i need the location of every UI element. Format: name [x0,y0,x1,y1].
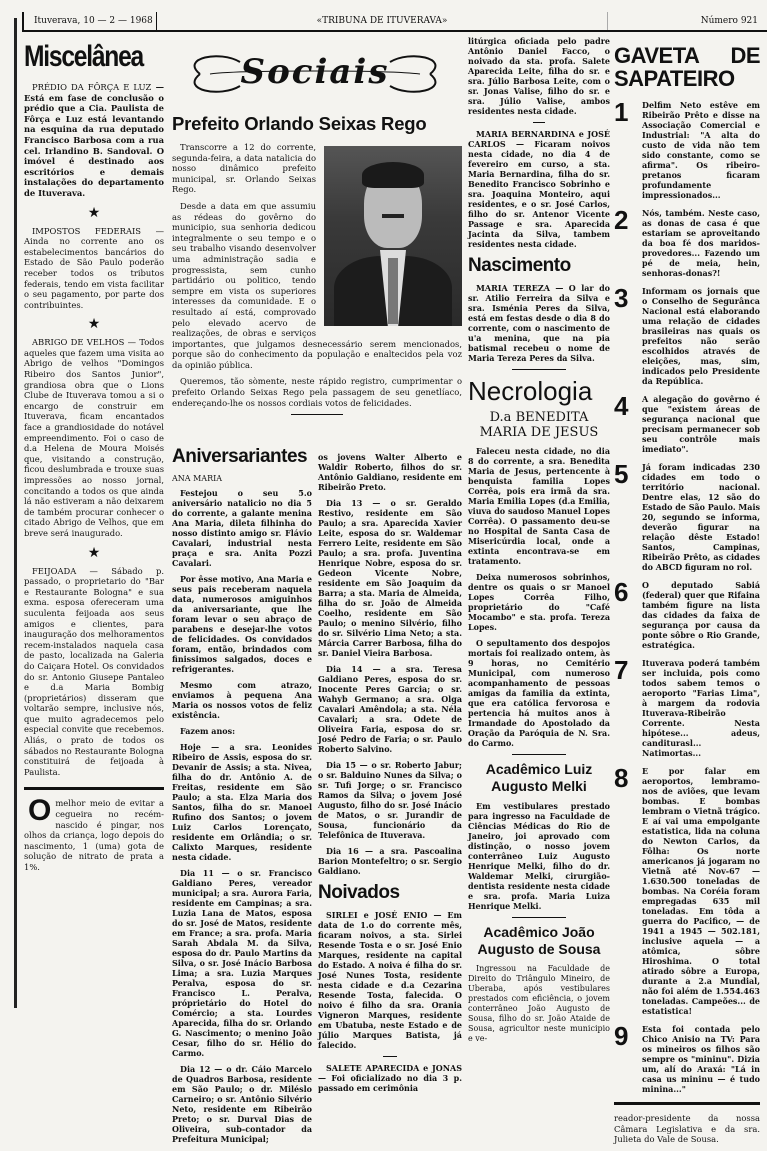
noivado-paragraph: SIRLEI e JOSÉ ENIO — Em data de 1.o do corrente mês, ficaram noivos, a sta. Sirlei Resende Tosta e o sr. José Enio Marques, residente na capital do Estado. A noiva é filha do sr. José Nunes Tosta, residente nesta cidade e d.a Cezarina Resende Tosta, falecida. O noivo é filho da sra. Orania Vigneron Marques, residente em Ubatuba, neste Estado e de Júlio Marques Batista, já falecido. [318,910,462,1050]
divider [383,1056,397,1057]
prefeito-headline: Prefeito Orlando Seixas Rego [172,113,427,134]
birthday-list-dia-14: Dia 14 — a sra. Teresa Galdiano Peres, esposa do sr. Inocente Peres Garcia; o sr. Wahyb Germano; a sra. Olga Cavalari Amêndola; a sta. Néla Cavalari; a sra. Odete de Oliveira Faria, esposa do sr. José Pedro de Faria; o sr. Paulo Roberto Salvino. [318,664,462,754]
noivado-paragraph: SALETE APARECIDA e JONAS — Foi oficializado no dia 3 p. passado em cerimônia [318,1063,462,1093]
necrologia-paragraph: Deixa numerosos sobrinhos, dentre os quais o sr Manoel Lopes Corrêa Filho, proprietário do "Café Mocambo" e sta. profa. Tereza Lopes. [468,572,610,632]
news-text: — Está em fase de conclusão o prédio que a Cia. Paulista de Fôrça e Luz está levantando na esquina da rua deputado Francisco Barbosa com a rua cel. Irlandino B. Sandoval. O imóvel é destinado aos escritórios e demais instalações do departamento de Ituverava. [24,82,164,198]
prefeito-article [172,112,462,421]
birthday-list-dia-15: Dia 15 — o sr. Roberto Jabur; o sr. Balduino Nunes da Silva; o sr. Tufi Jorge; o sr. Francisco Ramos da Silva; o jovem José Augusto, filho do sr. José Inácio de Matos, o sr. Jurandir de Sousa, funcionário da Telefônica de Ituverava. [318,760,462,840]
health-tip-text: melhor meio de evitar a cegueira no recém-nascido é pingar, nos olhos da criança, logo depois do nascimento, 1 (uma) gota de solução de nitrato de prata a 1%. [24,798,164,872]
academico-joao-title: Acadêmico João Augusto de Sousa [477,924,601,957]
news-lead: IMPOSTOS FEDERAIS [32,225,142,236]
portrait-hair [362,162,424,188]
fazem-anos-label: Fazem anos: [180,726,236,736]
item-text: Esta foi contada pelo Chico Anisio na TV: Para os mineiros os filhos são sempre os "mininu". Dizia um, alí do Araxá: "Lá in casa us mininu — é tudo minina..." [642,1024,760,1094]
aniversariantes-title: Aniversariantes [172,446,308,467]
gaveta-item [614,286,760,386]
gaveta-item [614,580,760,650]
birthday-list-dia-12: Dia 12 — o dr. Cáio Marcelo de Quadros Barbosa, residente em São Paulo; o dr. Miléslo Carneiro; o sr. Antônio Silvério Neto, residente em Ribeirão Preto; o sr. Durval Dias de Oliveira, sub-contador da Prefeitura Municipal; [172,1064,312,1144]
sociais-banner [180,48,450,100]
news-item-predio [24,82,164,199]
item-number: 8 [614,766,629,793]
item-text: Já foram indicadas 230 cidades em todo o território nacional. Dentre elas, 12 são do Estado de São Paulo. Mais 20, segundo se informa, deverão figurar na relação dêste Estado! Santos, Campinas, Ribeirão Prêto, as cidades do ABCD figuram no rol. [642,462,760,572]
news-lead: PRÉDIO DA FÔRÇA E LUZ [32,82,152,92]
news-text: — Sábado p. passado, o proprietario do "Bar e Restaurante Bologna" e sua exma. esposa ofereceram uma suculenta feijoada aos seus amigos e clientes, para inauguração dos melhoramentos recem-instalados naquela casa de pasto, localizada na Galeria do Caiçara Hotel. Os convidados do sr. Antonio Giusepe Pantaleo e d.a Maria Bombig (proprietários) disseram que voltarão sempre, inclusive nós, que muito agradecemos pelo especial convite que recebemos. Aliás, o prato de todos os sábados no Restaurante Bologna constituirá de feijoada à Paulista. [24,565,164,777]
item-number: 5 [614,462,629,489]
noivados-title: Noivados [318,882,400,903]
divider [512,917,566,918]
birthday-list-dia-11: Dia 11 — o sr. Francisco Galdiano Peres, vereador municipal; a sra. Aurora Faria, residente em Campinas; a sra. Luzia Lana de Matos, esposa do sr. José de Matos, residente em France; a sra. profa. Maria Sarah Abdala M. da Silva, esposa do dr. Paulo Martins da Silva, o sr. José Inácio Barbosa Lima; a sra. Luzia Marques Peralva, esposa do sr. Francisco L. Peralva, próprietário do Hotel do Comércio; a sta. Lourdes Aparecida, filha do sr. Orlando G. Nascimento; o menino João Cesar, filho do sr. Hélio do Carmo. [172,868,312,1058]
gaveta-column [614,36,760,1151]
item-text: Informam os jornais que o Conselho de Segurânca Nacional está elaborando uma relação de cidades brasileiras nas quais os prefeitos não serão escolhidos através de eleições, mas, sim, indicados pelo Presidente da República. [642,286,760,386]
prefeito-paragraph: Queremos, tão sòmente, neste rápido registro, cumprimentar o prefeito Orlando Seixas Rego pela passagem de seu genetlíaco, endereçando-lhe os nossos cordiais votos de felicidades. [172,376,462,408]
gaveta-item [614,658,760,758]
masthead-paper-name: «TRIBUNA DE ITUVERAVA» [316,16,448,26]
portrait-tie [388,258,398,324]
aniversario-paragraph: Mesmo com atrazo, enviamos à pequena Ana Maria os nossos votos de feliz existência. [172,680,312,720]
birthday-list-hoje: Hoje — a sra. Leonides Ribeiro de Assis, esposa do sr. Devanir de Assis; a sta. Nivea, filha do dr. Antônio A. de Freitas, residente em São Paulo; a sta. Elza Maria dos Santos, filha do sr. Manoel Rufino dos Santos; o jovem Luiz Carlos Lorençato, residente em Orlândia; o sr. Calixto Marques, residente nesta cidade. [172,742,312,862]
portrait-moustache [382,214,404,218]
gaveta-title: GAVETA DE SAPATEIRO [614,43,760,91]
birthday-list-continued: os jovens Walter Alberto e Waldir Roberto, filhos do sr. Antônio Galdiano, residente em Ribeirão Preto. [318,452,462,492]
item-number: 6 [614,580,629,607]
news-lead: ABRIGO DE VELHOS [32,337,125,348]
necrologia-paragraph: O sepultamento dos despojos mortais foi realizado ontem, às 9 horas, no Cemitério Municipal, com numeroso acompanhamento de pessoas amigas da familia da extinta, que era católica fervorosa e pertencia há muitos anos à Irmandade do Apostolado da Oração da Paróquia de N. Sra. do Carmo. [468,638,610,748]
item-text: O deputado Sabiá (federal) quer que Rifaina também figure na lista das cidades da faixa de segurança por causa da ponte sôbre o Rio Grande, estratégica. [642,580,760,650]
item-number: 3 [614,286,629,313]
item-number: 4 [614,394,629,421]
divider [291,414,343,415]
star-divider-icon: ★ [87,316,101,333]
sociais-title: Sociais [240,52,390,92]
health-tip-box [24,798,164,872]
prefeito-paragraph: Transcorre a 12 do corrente, segunda-feira, a data natalicia do nosso dinâmico prefeito municipal, sr. Orlando Seixas Rego. [172,142,316,195]
academico-luiz-paragraph: Em vestibulares prestado para ingresso na Faculdade de Ciências Médicas do Rio de Janeiro, joi aprovado com distinção, o nosso jovem conterrâneo Luiz Augusto Henrique Melki, filho do dr. Waldemar Melki, cirurgião-dentista residente nesta cidade e sra. profa. Maria Luiza Henrique Melki. [468,801,610,911]
gaveta-item [614,394,760,454]
news-item-impostos [24,226,164,311]
item-number: 9 [614,1024,629,1051]
birthday-list-dia-13: Dia 13 — o sr. Geraldo Restivo, residente em São Paulo; a sra. Aparecida Xavier Leite, esposa do sr. Waldemar Ferrero Leite, residente em São Paulo; a sra. profa. Juventina Henrique Nobre, esposa do sr. Gedeon Vicente Nobre, residente em São Joaquim da Barra; a sta. Maria de Almeida, filha do sr. João de Almeida Coelho, residente em São Paulo; o menino Silvério, filho do sr. Silvério Lima Neto; a sta. Márcia Carrer Barbosa, filha do sr. Daniel Vieira Barbosa. [318,498,462,658]
masthead-issue-number: Número 921 [607,12,767,30]
aniversariantes-column-a [172,440,312,1150]
item-number: 7 [614,658,629,685]
academico-joao-paragraph-continued: reador-presidente da nossa Câmara Legislativa e da sra. Julieta do Vale de Sousa. [614,1113,760,1145]
sociais-column-c [468,36,610,1050]
divider [512,369,566,370]
necrologia-subhead: D.a BENEDITA MARIA DE JESUS [479,410,599,440]
academico-luiz-title: Acadêmico Luiz Augusto Melki [485,761,593,794]
box-divider [24,787,164,790]
news-item-abrigo [24,337,164,538]
item-text: A alegação do govêrno é que "existem áreas de segurança nacional que precisam permanecer sob seu contrôle mais imediato". [642,394,760,454]
news-item-feijoada [24,566,164,778]
divider [533,122,545,123]
gaveta-item [614,208,760,278]
prefeito-paragraph: Desde a data em que assumiu as rédeas do govêrno do municipio, sua senhoria dedicou integralmente o seu tempo e o seu trabalho visando desenvolver uma administração sadia e progressista, sem cunho partidário ou politico, tendo sempre em vista os superiores interesses da comunidade. E o resultado aí está, comprovado pelo elevado acervo de realizações, de obras e serviços importantes, que julgamos desnecessário serem mencionados, porque são do conhecimento da população e enaltecidos pela voz da opinião pública. [172,200,462,370]
item-text: Nós, também. Neste caso, as donas de casa é que estariam se aproveitando da boa fé dos maridos-provedores... Fazendo um pé de meia, hein, senhoras-donas?! [642,208,760,278]
aniversariantes-column-b [318,452,462,1099]
necrologia-title: Necrologia [468,376,593,406]
nascimento-title: Nascimento [468,255,571,276]
item-number: 2 [614,208,629,235]
news-lead: FEIJOADA [32,565,77,576]
item-number: 1 [614,100,629,127]
gaveta-item [614,766,760,1016]
news-text: — Ainda no corrente ano os estabelecimentos bancários do Estado de São Paulo poderão receber todos os tributos federais, tendo em vista facilitar o seu pagamento, por parte dos contribuintes. [24,225,164,310]
left-border-rule [14,18,17,1008]
aniversariantes-subhead: ANA MARIA [172,474,223,483]
news-text: — Todos aqueles que fazem uma visita ao Abrigo de velhos "Domingos Ribeiro dos Santos Junior", grandiosa obra que o Lions Clube de Ituverava tomou a si o encargo de construir em Ituverava, ficam encantados face a grandiosidade do notável empreendimento. Foi o caso de d.a Helena de Moura Moisés que, visitando a construção, ficou deslumbrada e trouxe suas impressões ao nosso jornal, concitando a todos os que ainda lá não estiveram a não deixarem de também procurar conhecer o citado Abrigo de Velhos, que em breve será inaugurado. [24,337,164,538]
gaveta-item [614,1024,760,1094]
star-divider-icon: ★ [87,204,101,221]
masthead [22,12,767,32]
miscelanea-column [24,36,164,873]
item-text: Ituverava poderá também ser incluida, pois como todos sabem temos o aeroporto "Farias Lima", à margem da rodovia Ituverava-Ribeirão Corrente. Nesta hipótese... adeus, canditurasl... Natimortas... [642,658,760,758]
academico-joao-paragraph: Ingressou na Faculdade de Direito do Triângulo Mineiro, de Uberaba, após vestibulares prestados com eficiência, o jovem conterrâneo João Augusto de Sousa, filho do sr. João Ataide de Sousa, agricultor neste municipio e ve- [468,964,610,1043]
nascimento-paragraph: MARIA TEREZA — O lar do sr. Atilio Ferreira da Silva e sra. Isménia Peres da Silva, está em festas desde o dia 8 do corrente, com o nascimento de u'a menina, que na pia batismal recebeu o nome de Maria Tereza Peres da Silva. [468,283,610,363]
aniversario-paragraph: Festejou o seu 5.o aniversário natalicio no dia 5 do corrente, a galante menina Ana Maria, dileta filhinha do nosso distinto amigo sr. Flávio Cavalari, industrial nesta praça e sra. Anita Pozzi Cavalari. [172,488,312,568]
item-text: Delfim Neto estêve em Ribeirão Prêto e disse na Associação Comercial e Industrial: "A alta do custo de vida não tem sido constante, como se afirma". Os ribeiro-pretanos ficaram profundamente impressionados... [642,100,760,200]
masthead-date: Ituverava, 10 — 2 — 1968 [24,12,157,30]
necrologia-paragraph: Faleceu nesta cidade, no dia 8 do corrente, a sra. Benedita Maria de Jesus, pertencente à benquista familia Lopes Corrêa, pois era irmã da sra. Maria Emilia Lopes (d.a Emilia, viuva do saudoso Manuel Lopes Corrêa). O passamento deu-se no Hospital de Santa Casa de Misericúrdia local, onde a extinta encontrava-se em tratamento. [468,446,610,566]
miscelanea-title: Miscelânea [24,40,143,73]
gaveta-item [614,100,760,200]
divider [512,754,566,755]
item-text: E por falar em aeroportos, lembramo-nos de aviões, que levam bombas. E bombas lembram o Vietnã trágico. E aí vai uma empolgante estatistica, lida na coluna do Newton Carlos, da Fôlha: Os norte americanos já jogaram no Vietnã até Nov-67 — 1.630.500 toneladas de bombas. Na Coréia foram empregadas 635 mil toneladas. Em tôda a guerra do Pacifico, — de 1941 a 1945 — 502.181, inclusive aquela — a atômica, sôbre Hiroshima. O total atirado sôbre a Europa, durante a 2.a Mundial, não foi além de 1.554.463 toneladas. Campeões... de estatistica! [642,766,760,1016]
divider [614,1102,760,1105]
aniversario-paragraph: Por êsse motivo, Ana Maria e seus pais receberam naquela data, numerosos amiguinhos da aniversariante, que lhe foram levar o seu abraço de parabens e desejar-lhe votos de felicidades. Os convidados foram, então, brindados com finissimos salgados, doces e refrigerantes. [172,574,312,674]
noivado-paragraph-continued: litúrgica oficiada pelo padre Antônio Daniel Facco, o noivado da sta. profa. Salete Aparecida Leite, filha do sr. e sra. Júlio Barbosa Leite, com o sr. Jonas Valise, filho do sr. e sra. Júlio Valise, ambos residentes nesta cidade. [468,36,610,116]
birthday-list-dia-16: Dia 16 — a sra. Pascoalina Barion Montefeltro; o sr. Sergio Galdiano. [318,846,462,876]
star-divider-icon: ★ [87,544,101,561]
prefeito-portrait-photo [324,146,462,326]
drop-cap: O [28,798,52,828]
gaveta-item [614,462,760,572]
noivado-paragraph: MARIA BERNARDINA e JOSÉ CARLOS — Ficaram noivos nesta cidade, no dia 4 de fevereiro em curso, a sta. Maria Bernardina, filha do sr. Benedito Francisco Sobrinho e sra. Joaquina Monteiro, aqui residentes, e o sr. José Carlos, filho do sr. Antenor Vicente Passage e sra. Aparecida Jacinta da Silva, tambem residentes nesta cidade. [468,129,610,249]
